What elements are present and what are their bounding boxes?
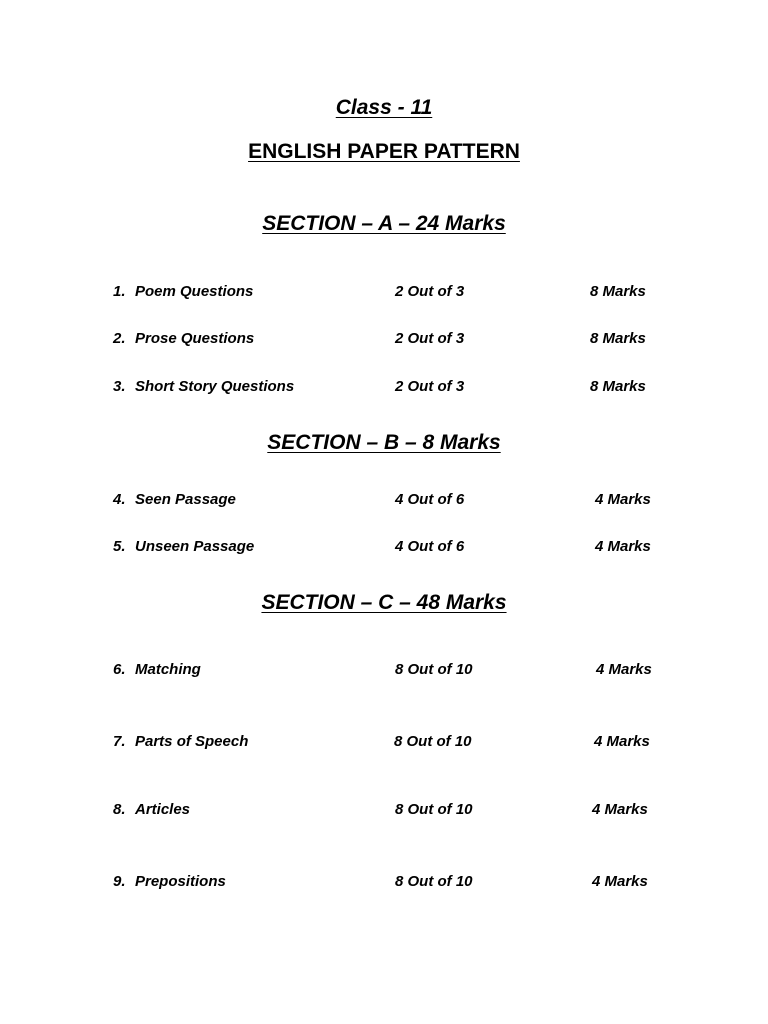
item-number: 1. — [113, 283, 126, 300]
item-number: 4. — [113, 491, 126, 508]
section-c-heading: SECTION – C – 48 Marks — [261, 591, 507, 614]
item-count: 8 Out of 10 — [394, 733, 472, 750]
item-name: Parts of Speech — [135, 733, 249, 750]
item-name: Poem Questions — [135, 283, 254, 300]
section-a-heading: SECTION – A – 24 Marks — [262, 212, 506, 235]
item-name: Prepositions — [135, 873, 226, 890]
item-name: Unseen Passage — [135, 538, 255, 555]
item-number: 6. — [113, 661, 126, 678]
item-number: 8. — [113, 801, 126, 818]
item-count: 8 Out of 10 — [395, 801, 473, 818]
item-number: 9. — [113, 873, 126, 890]
list-item — [0, 330, 768, 352]
item-count: 8 Out of 10 — [395, 661, 473, 678]
list-item — [0, 491, 768, 513]
list-item — [0, 873, 768, 895]
list-item — [0, 538, 768, 560]
item-count: 2 Out of 3 — [395, 283, 465, 300]
item-marks: 4 Marks — [592, 873, 648, 890]
item-number: 5. — [113, 538, 126, 555]
item-number: 2. — [113, 330, 126, 347]
list-item — [0, 733, 768, 755]
item-marks: 4 Marks — [592, 801, 648, 818]
item-count: 2 Out of 3 — [395, 330, 465, 347]
section-b-heading: SECTION – B – 8 Marks — [267, 431, 501, 454]
item-marks: 8 Marks — [590, 283, 646, 300]
item-marks: 8 Marks — [590, 378, 646, 395]
item-count: 4 Out of 6 — [395, 491, 465, 508]
item-marks: 4 Marks — [594, 733, 650, 750]
list-item — [0, 661, 768, 683]
list-item — [0, 378, 768, 400]
item-marks: 4 Marks — [596, 661, 652, 678]
item-count: 2 Out of 3 — [395, 378, 465, 395]
item-number: 3. — [113, 378, 126, 395]
item-name: Articles — [135, 801, 191, 818]
item-name: Seen Passage — [135, 491, 236, 508]
document-title: Class - 11 — [335, 96, 433, 119]
document-subtitle: ENGLISH PAPER PATTERN — [248, 140, 520, 163]
item-name: Short Story Questions — [135, 378, 295, 395]
item-name: Matching — [135, 661, 201, 678]
item-marks: 4 Marks — [595, 491, 651, 508]
list-item — [0, 283, 768, 305]
list-item — [0, 801, 768, 823]
item-marks: 4 Marks — [595, 538, 651, 555]
item-number: 7. — [113, 733, 126, 750]
item-count: 4 Out of 6 — [395, 538, 465, 555]
item-name: Prose Questions — [135, 330, 255, 347]
item-marks: 8 Marks — [590, 330, 646, 347]
item-count: 8 Out of 10 — [395, 873, 473, 890]
